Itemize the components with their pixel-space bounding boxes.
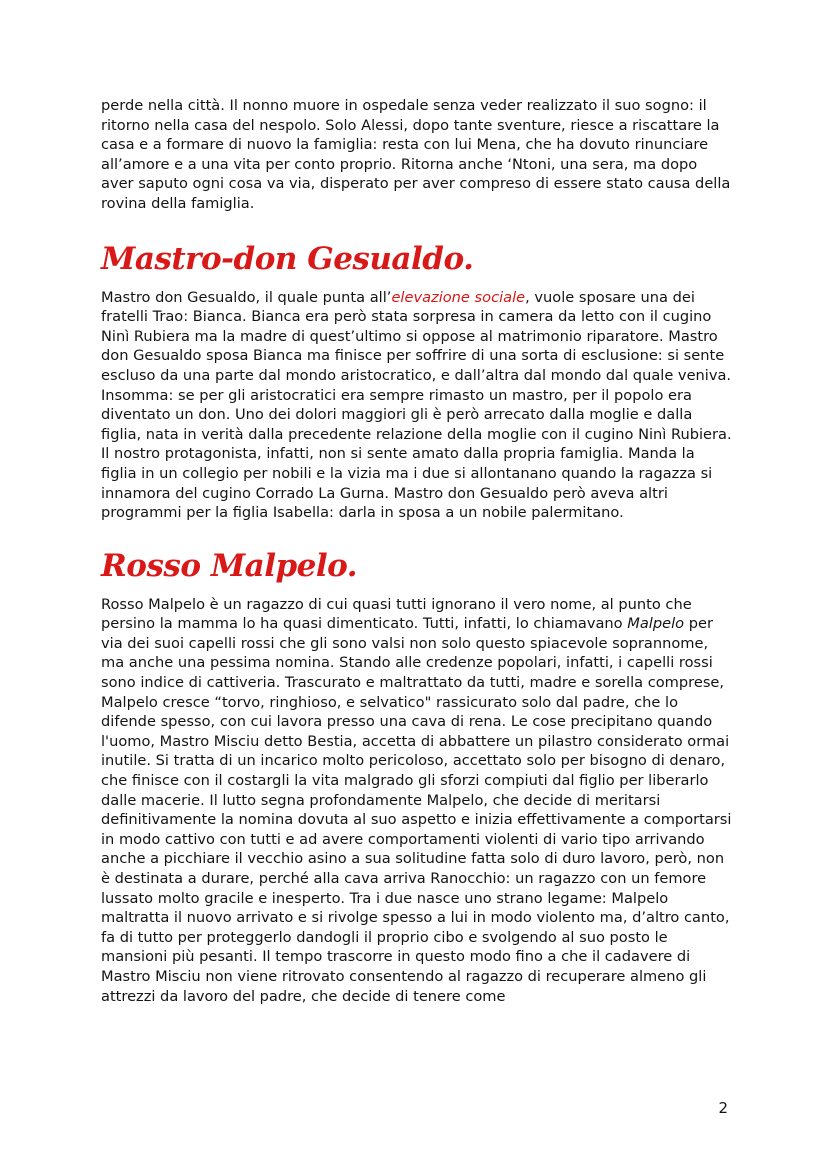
heading-mastro-don-gesualdo: Mastro-don Gesualdo.	[101, 240, 474, 277]
mastro-text-after: , vuole sposare una dei fratelli Trao: Bianca. Bianca era però stata sorpresa in camera da letto con il cugino Ninì Rubiera ma la madre di quest’ultimo si oppose al matrimonio riparatore. Mastro don Gesualdo sposa Bianca ma finisce per soffrire di una sorta di esclusione: si sente escluso da una parte dal mondo aristocratico, e dall’altra dal mondo dal quale veniva. Insomma: se per gli aristocratici era sempre rimasto un mastro, per il popolo era diventato un don. Uno dei dolori maggiori gli è però arrecato dalla moglie e dalla figlia, nata in verità dalla precedente relazione della moglie con il cugino Ninì Rubiera. Il nostro protagonista, infatti, non si sente amato dalla propria famiglia. Manda la figlia in un collegio per nobili e la vizia ma i due si allontanano quando la ragazza si innamora del cugino Corrado La Gurna. Mastro don Gesualdo però aveva altri programmi per la figlia Isabella: darla in sposa a un nobile palermitano.	[101, 288, 732, 522]
rosso-text-before: Rosso Malpelo è un ragazzo di cui quasi tutti ignorano il vero nome, al punto che persino la mamma lo ha quasi dimenticato. Tutti, infatti, lo chiamavano	[101, 595, 692, 633]
paragraph-mastro-don-gesualdo	[101, 288, 733, 523]
intro-paragraph: perde nella città. Il nonno muore in ospedale senza veder realizzato il suo sogno: il ritorno nella casa del nespolo. Solo Alessi, dopo tante sventure, riesce a riscattare la casa e a formare di nuovo la famiglia: resta con lui Mena, che ha dovuto rinunciare all’amore e a una vita per conto proprio. Ritorna anche ‘Ntoni, una sera, ma dopo aver saputo ogni cosa va via, disperato per aver compreso di essere stato causa della rovina della famiglia.	[101, 97, 731, 212]
rosso-text-after: per via dei suoi capelli rossi che gli sono valsi non solo questo spiacevole soprannome, ma anche una pessima nomina. Stando alle credenze popolari, infatti, i capelli rossi sono indice di cattiveria. Trascurato e maltrattato da tutti, madre e sorella comprese, Malpelo cresce “torvo, ringhioso, e selvatico" rassicurato solo dal padre, che lo difende spesso, con cui lavora presso una cava di rena. Le cose precipitano quando l'uomo, Mastro Misciu detto Bestia, accetta di abbattere un pilastro considerato ormai inutile. Si tratta di un incarico molto pericoloso, accettato solo per bisogno di denaro, che finisce con il costargli la vita malgrado gli sforzi compiuti dal figlio per liberarlo dalle macerie. Il lutto segna profondamente Malpelo, che decide di meritarsi definitivamente la nomina dovuta al suo aspetto e inizia effettivamente a comportarsi in modo cattivo con tutti e ad avere comportamenti violenti di vario tipo arrivando anche a picchiare il vecchio asino a sua solitudine fatta solo di duro lavoro, però, non è destinata a durare, perché alla cava arriva Ranocchio: un ragazzo con un femore lussato molto gracile e inesperto. Tra i due nasce uno strano legame: Malpelo maltratta il nuovo arrivato e si rivolge spesso a lui in modo violento ma, d’altro canto, fa di tutto per proteggerlo dandogli il proprio cibo e svolgendo al suo posto le mansioni più pesanti. Il tempo trascorre in questo modo fino a che il cadavere di Mastro Misciu non viene ritrovato consentendo al ragazzo di recuperare almeno gli attrezzi da lavoro del padre, che decide di tenere come	[101, 615, 732, 1005]
heading-rosso-malpelo: Rosso Malpelo.	[101, 547, 358, 584]
page-content	[101, 96, 733, 1006]
page-number: 2	[718, 1099, 728, 1117]
mastro-highlight-elevazione-sociale: elevazione sociale	[391, 288, 526, 306]
paragraph-rosso-malpelo	[101, 595, 733, 1006]
mastro-text-before: Mastro don Gesualdo, il quale punta all’	[101, 288, 392, 306]
rosso-italic-malpelo: Malpelo	[627, 615, 685, 633]
